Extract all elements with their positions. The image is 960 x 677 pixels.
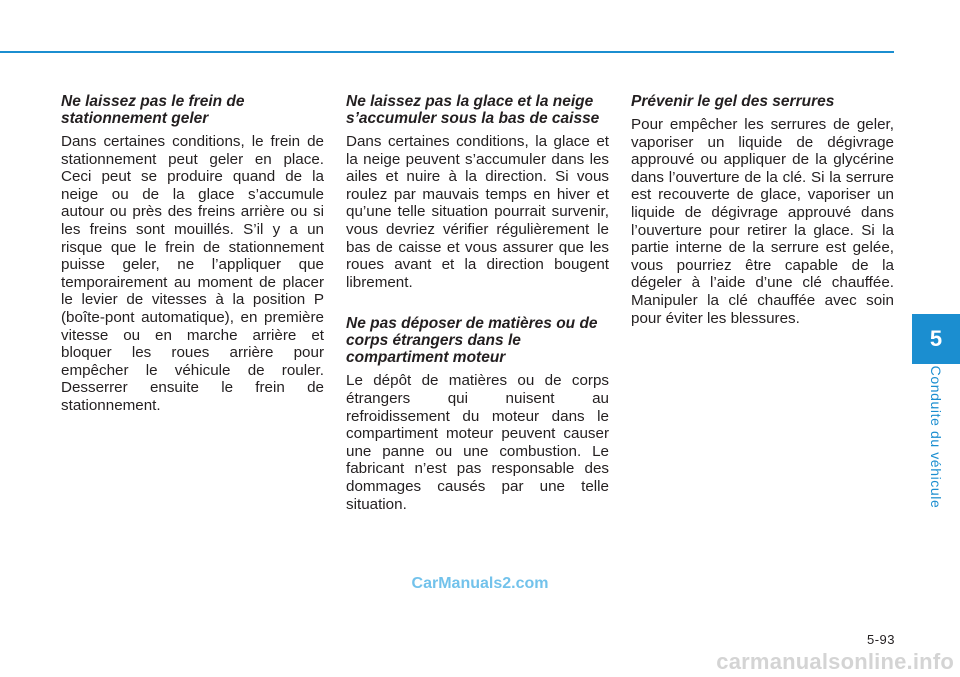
section-heading-undercarriage: Ne laissez pas la glace et la neige s’accumuler sous la bas de caisse bbox=[346, 93, 600, 127]
section-body-undercarriage: Dans certaines conditions, la glace et la neige peuvent s’accumuler dans les ailes et nuire à la direction. Si vous roulez par mauvais temps en hiver et qu’une telle situation pourrait survenir, vous devriez vérifier régulièrement le bas de caisse et vous assurer que les roues avant et la direction bougent librement. bbox=[346, 133, 609, 291]
column-3 bbox=[631, 93, 894, 327]
chapter-title: Conduite du véhicule bbox=[928, 365, 944, 509]
page-number: 5-93 bbox=[866, 632, 895, 647]
section-body-door-locks: Pour empêcher les serrures de geler, vaporiser un liquide de dégivrage approuvé ou appliquer de la glycérine dans l’ouverture de la clé. Si la serrure est recouverte de glace, vaporiser un liquide de dégivrage approuvé dans l’ouverture pour retirer la glace. Si la partie interne de la serrure est gelée, vous pourriez être capable de la dégeler à l’aide d’une clé chauffée. Manipuler la clé chauffée avec soin pour éviter les blessures. bbox=[631, 116, 894, 327]
chapter-number: 5 bbox=[929, 326, 943, 351]
section-spacer bbox=[346, 291, 609, 315]
column-2 bbox=[346, 93, 609, 513]
watermark-footer: carmanualsonline.info bbox=[716, 649, 954, 674]
section-heading-parking-brake: Ne laissez pas le frein de stationnement geler bbox=[61, 93, 245, 127]
watermark-link[interactable]: CarManuals2.com bbox=[411, 575, 549, 592]
section-body-parking-brake: Dans certaines conditions, le frein de stationnement peut geler en place. Ceci peut se produire quand de la neige ou de la glace s’accumule autour ou près des freins arrière ou si les freins sont mouillés. S’il y a un risque que le frein de stationnement puisse geler, ne l’appliquer que temporairement au moment de placer le levier de vitesses à la position P (boîte-pont automatique), en première vitesse ou en marche arrière et bloquer les roues arrière pour empêcher le véhicule de rouler. Desserrer ensuite le frein de stationnement. bbox=[61, 133, 324, 414]
column-1 bbox=[61, 93, 324, 415]
header-rule bbox=[0, 51, 894, 53]
section-body-engine-compartment: Le dépôt de matières ou de corps étrangers qui nuisent au refroidissement du moteur dans le compartiment moteur peuvent causer une panne ou une combustion. Le fabricant n’est pas responsable des dommages causés par une telle situation. bbox=[346, 372, 609, 513]
chapter-tab bbox=[912, 314, 960, 364]
section-heading-engine-compartment: Ne pas déposer de matières ou de corps étrangers dans le compartiment moteur bbox=[346, 315, 598, 367]
section-heading-door-locks: Prévenir le gel des serrures bbox=[631, 93, 835, 110]
